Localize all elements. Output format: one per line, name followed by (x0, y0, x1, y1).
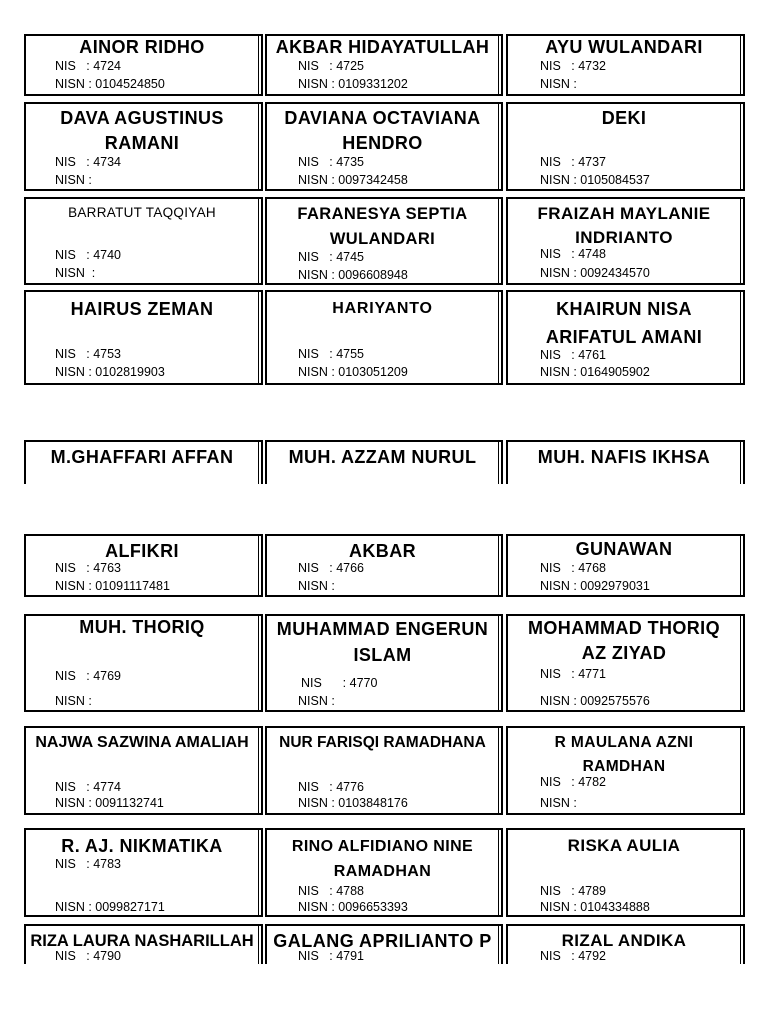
nisn-line: NISN : 0102819903 (55, 365, 165, 379)
student-name (267, 834, 498, 884)
student-name-line: RISKA AULIA (567, 836, 681, 855)
student-name-line: RIZAL ANDIKA (561, 931, 687, 950)
student-label-card (24, 534, 263, 597)
student-label-card (506, 924, 745, 964)
student-name (267, 37, 498, 57)
nisn-line: NISN : 0105084537 (540, 173, 650, 187)
student-name-line: GALANG APRILIANTO P (273, 931, 492, 951)
student-label-card (24, 102, 263, 191)
student-name-line: DAVIANA OCTAVIANA (284, 108, 481, 128)
nis-line: NIS : 4771 (540, 667, 607, 681)
nis-line: NIS : 4792 (540, 949, 607, 963)
student-name-line: RAMANI (104, 133, 180, 153)
student-name-line: HAIRUS ZEMAN (70, 299, 214, 319)
student-name-line: FARANESYA SEPTIA (297, 205, 468, 223)
student-name-line: ALFIKRI (105, 541, 179, 561)
student-name (508, 447, 740, 467)
student-name-line: FRAIZAH MAYLANIE (537, 204, 711, 223)
student-name-line: AZ ZIYAD (581, 643, 667, 663)
nis-line: NIS : 4768 (540, 561, 607, 575)
student-name-line: NUR FARISQI RAMADHANA (279, 734, 486, 751)
student-label-card (24, 440, 263, 484)
student-name-line: WULANDARI (329, 230, 436, 248)
student-name-line: MUH. THORIQ (79, 617, 205, 637)
student-name-line: MUH. NAFIS IKHSA (537, 447, 711, 467)
nisn-line: NISN : (298, 694, 335, 708)
nisn-line: NISN : 0097342458 (298, 173, 408, 187)
nisn-line: NISN : (540, 77, 577, 91)
student-name-line: DEKI (601, 108, 647, 128)
nisn-line: NISN : 0099827171 (55, 900, 165, 914)
student-label-card (265, 534, 503, 597)
student-name-line: R. AJ. NIKMATIKA (61, 836, 223, 856)
student-label-card (265, 34, 503, 96)
student-name-line: RIZA LAURA NASHARILLAH (30, 932, 254, 950)
student-name (508, 106, 740, 131)
student-label-card (506, 440, 745, 484)
nis-line: NIS : 4769 (55, 669, 122, 683)
student-label-card (24, 828, 263, 917)
student-name-line: AYU WULANDARI (545, 37, 703, 57)
student-label-card (265, 290, 503, 385)
nisn-line: NISN : 0091132741 (55, 796, 164, 810)
nis-line: NIS : 4788 (298, 884, 365, 898)
student-name-line: AKBAR (349, 541, 416, 561)
student-name (267, 541, 498, 561)
student-label-card (24, 614, 263, 712)
student-name (267, 733, 498, 753)
nisn-line: NISN : 0104524850 (55, 77, 165, 91)
student-label-card (24, 34, 263, 96)
student-label-card (506, 614, 745, 712)
student-name (508, 836, 740, 856)
student-label-card (265, 102, 503, 191)
nis-line: NIS : 4761 (540, 348, 607, 362)
student-name (26, 447, 258, 467)
student-name (508, 931, 740, 951)
student-label-card (506, 290, 745, 385)
nisn-line: NISN : 0096653393 (298, 900, 408, 914)
student-name-line: R MAULANA AZNI (554, 734, 694, 751)
nis-line: NIS : 4763 (55, 561, 122, 575)
nisn-line: NISN : 0103051209 (298, 365, 408, 379)
nisn-line: NISN : 0109331202 (298, 77, 408, 91)
student-name (26, 37, 258, 57)
nisn-line: NISN : 0092434570 (540, 266, 650, 280)
student-label-card (265, 197, 503, 285)
student-name (267, 299, 498, 319)
student-name-line: NAJWA SAZWINA AMALIAH (35, 734, 249, 751)
nis-line: NIS : 4725 (298, 59, 365, 73)
student-name (508, 37, 740, 57)
student-name (26, 733, 258, 753)
student-label-card (265, 614, 503, 712)
student-name-line: GUNAWAN (575, 539, 673, 559)
nis-line: NIS : 4753 (55, 347, 122, 361)
student-label-card (506, 726, 745, 815)
nis-line: NIS : 4790 (55, 949, 122, 963)
nis-line: NIS : 4724 (55, 59, 122, 73)
student-name (267, 447, 498, 467)
nisn-line: NISN : (540, 796, 577, 810)
student-name (267, 202, 498, 252)
nis-line: NIS : 4776 (298, 780, 365, 794)
nisn-line: NISN : 0164905902 (540, 365, 650, 379)
student-label-card (265, 828, 503, 917)
student-name (508, 539, 740, 559)
student-label-card (265, 440, 503, 484)
student-name-line: INDRIANTO (575, 228, 673, 247)
student-label-card (265, 924, 503, 964)
nis-line: NIS : 4766 (298, 561, 365, 575)
student-name (26, 205, 258, 221)
nis-line: NIS : 4748 (540, 247, 607, 261)
student-name (267, 931, 498, 951)
nis-line: NIS : 4789 (540, 884, 607, 898)
student-name (508, 202, 740, 250)
nis-line: NIS : 4770 (301, 676, 378, 690)
nis-line: NIS : 4755 (298, 347, 365, 361)
student-name (508, 731, 740, 779)
nisn-line: NISN : 0103848176 (298, 796, 408, 810)
nis-line: NIS : 4791 (298, 949, 365, 963)
student-name-line: MUH. AZZAM NURUL (288, 447, 477, 467)
student-label-card (265, 726, 503, 815)
nis-line: NIS : 4735 (298, 155, 365, 169)
nisn-line: NISN : (55, 173, 92, 187)
student-label-card (24, 726, 263, 815)
student-name (26, 836, 258, 856)
nis-line: NIS : 4740 (55, 248, 122, 262)
student-label-card (24, 290, 263, 385)
student-name-line: MOHAMMAD THORIQ (528, 618, 720, 638)
student-name (508, 616, 740, 666)
student-label-card (506, 828, 745, 917)
nisn-line: NISN : (298, 579, 335, 593)
student-name-line: ARIFATUL AMANI (545, 327, 703, 347)
nisn-line: NISN : (55, 266, 96, 280)
student-name (267, 616, 498, 668)
student-label-card (506, 102, 745, 191)
student-name-line: M.GHAFFARI AFFAN (50, 447, 234, 467)
nisn-line: NISN : (55, 694, 92, 708)
student-name-line: HENDRO (342, 133, 423, 153)
student-name (267, 106, 498, 156)
student-label-card (24, 197, 263, 285)
student-name (26, 617, 258, 637)
student-name (26, 541, 258, 561)
student-name (26, 106, 258, 156)
nis-line: NIS : 4745 (298, 250, 365, 264)
student-label-card (506, 34, 745, 96)
student-name-line: RAMADHAN (333, 863, 432, 880)
nisn-line: NISN : 0096608948 (298, 268, 408, 282)
nis-line: NIS : 4782 (540, 775, 607, 789)
student-name (26, 299, 258, 319)
student-name-line: MUHAMMAD ENGERUN (276, 619, 489, 639)
student-label-card (506, 534, 745, 597)
nisn-line: NISN : 01091117481 (55, 579, 170, 593)
student-name-line: BARRATUT TAQQIYAH (68, 205, 216, 220)
nis-line: NIS : 4774 (55, 780, 122, 794)
nis-line: NIS : 4783 (55, 857, 122, 871)
student-name-line: KHAIRUN NISA (556, 299, 692, 319)
student-name-line: ISLAM (353, 645, 412, 665)
nis-line: NIS : 4732 (540, 59, 607, 73)
student-name-line: RAMDHAN (582, 758, 666, 775)
nis-line: NIS : 4734 (55, 155, 122, 169)
nisn-line: NISN : 0104334888 (540, 900, 650, 914)
nisn-line: NISN : 0092979031 (540, 579, 650, 593)
nisn-line: NISN : 0092575576 (540, 694, 650, 708)
student-name-line: HARIYANTO (332, 300, 433, 317)
nis-line: NIS : 4737 (540, 155, 607, 169)
student-name (26, 931, 258, 951)
student-label-card (506, 197, 745, 285)
student-name-line: AINOR RIDHO (79, 37, 205, 57)
student-name-line: AKBAR HIDAYATULLAH (275, 37, 490, 57)
student-name-line: DAVA AGUSTINUS (60, 108, 224, 128)
student-name (508, 295, 740, 351)
student-label-card (24, 924, 263, 964)
student-name-line: RINO ALFIDIANO NINE (291, 838, 474, 855)
